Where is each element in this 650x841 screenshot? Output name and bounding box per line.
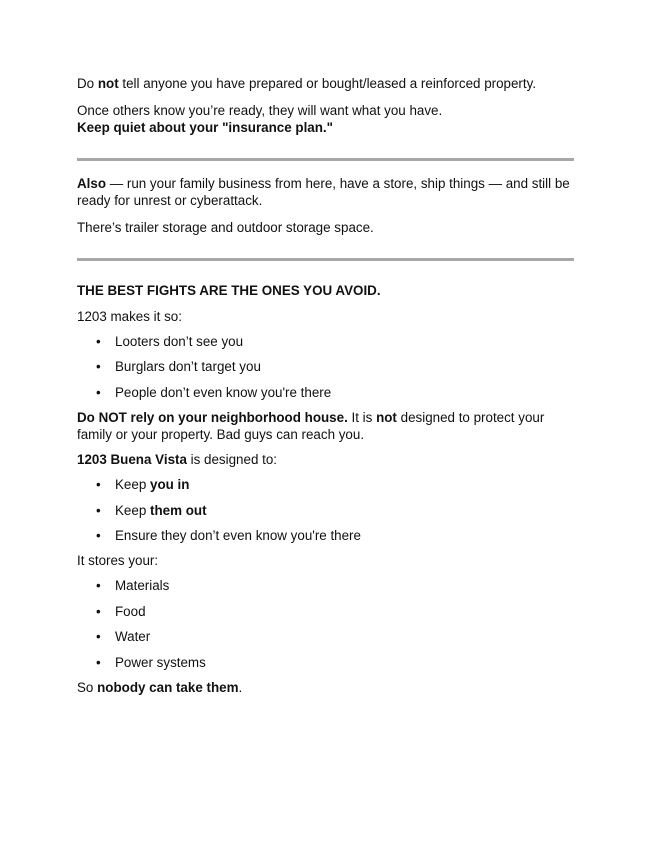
- section-avoid-fights: [77, 282, 574, 696]
- bullet-icon: •: [96, 629, 101, 645]
- warning-paragraph: Do NOT rely on your neighborhood house. It is not designed to protect your family or your property. Bad guys can reach you.: [77, 410, 545, 443]
- list-item: • Water: [96, 629, 151, 645]
- bullet-icon: •: [96, 603, 101, 619]
- stores-list: [77, 577, 574, 670]
- designed-paragraph: 1203 Buena Vista is designed to:: [77, 452, 277, 468]
- list-item: • Keep them out: [96, 502, 207, 518]
- bullet-icon: •: [96, 654, 101, 670]
- document-page: [77, 75, 574, 696]
- list-item: • Burglars don’t target you: [96, 359, 261, 375]
- closing-sentence: So nobody can take them.: [77, 679, 243, 695]
- keep-quiet-sentence: Keep quiet about your "insurance plan.": [77, 120, 333, 135]
- insurance-paragraph: [77, 102, 574, 136]
- section-secrecy: [77, 75, 574, 136]
- stores-intro: It stores your:: [77, 553, 159, 569]
- design-goals-list: [77, 476, 574, 544]
- list-item: • People don’t even know you're there: [96, 384, 332, 400]
- list-item: • Materials: [96, 578, 170, 594]
- bullet-icon: •: [96, 359, 101, 375]
- bullet-icon: •: [96, 502, 101, 518]
- section-heading: THE BEST FIGHTS ARE THE ONES YOU AVOID.: [77, 283, 381, 298]
- bullet-icon: •: [96, 384, 101, 400]
- bullet-icon: •: [96, 477, 101, 493]
- section-divider: [77, 258, 574, 261]
- storage-paragraph: There’s trailer storage and outdoor storage space.: [77, 220, 374, 235]
- ready-sentence: Once others know you’re ready, they will want what you have.: [77, 103, 443, 118]
- bullet-icon: •: [96, 527, 101, 543]
- list-item: • Looters don’t see you: [96, 334, 244, 349]
- list-item: • Food: [96, 603, 146, 619]
- secrecy-paragraph: Do not tell anyone you have prepared or bought/leased a reinforced property.: [77, 76, 537, 91]
- intro-text: 1203 makes it so:: [77, 309, 182, 324]
- section-business: [77, 175, 574, 236]
- section-divider: [77, 158, 574, 161]
- bullet-icon: •: [96, 578, 101, 594]
- list-item: • Keep you in: [96, 477, 190, 493]
- benefits-list: [77, 333, 574, 401]
- list-item: • Power systems: [96, 654, 206, 670]
- bullet-icon: •: [96, 334, 101, 349]
- list-item: • Ensure they don’t even know you're there: [96, 527, 361, 543]
- business-paragraph: Also — run your family business from here, have a store, ship things — and still be ready for unrest or cyberattack.: [77, 176, 570, 208]
